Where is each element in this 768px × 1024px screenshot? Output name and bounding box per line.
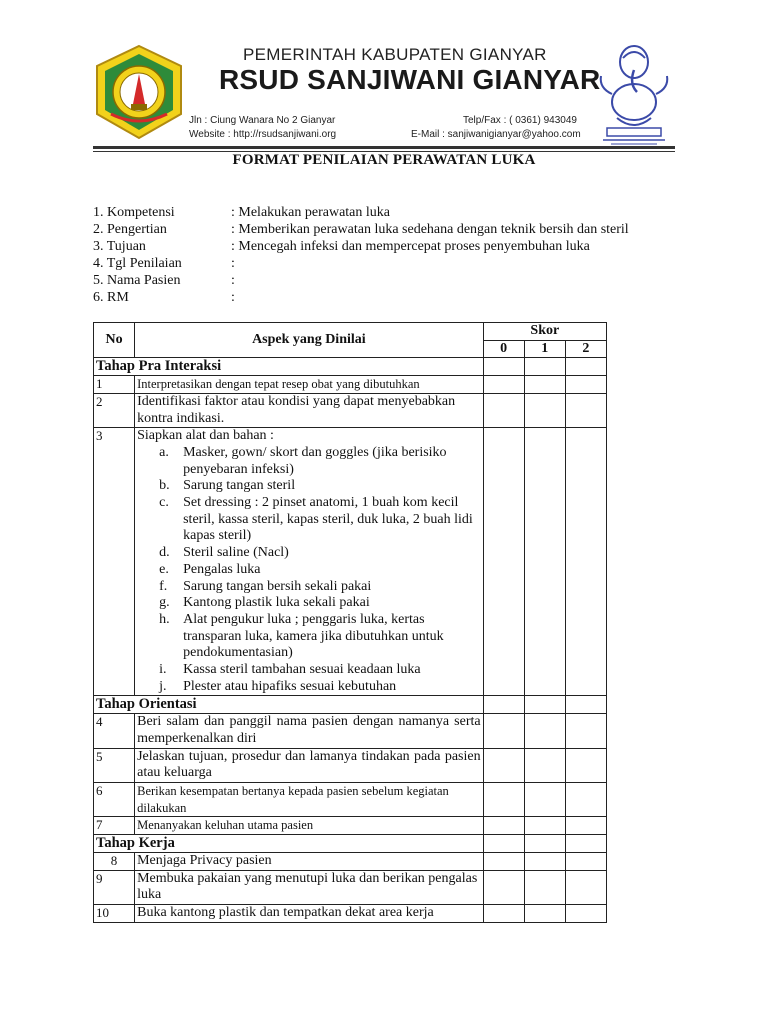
score-cell-1[interactable] — [524, 428, 565, 696]
section-row-orientasi — [94, 696, 607, 714]
score-cell-1[interactable] — [524, 358, 565, 376]
score-cell-1[interactable] — [524, 904, 565, 922]
hospital-name: RSUD SANJIWANI GIANYAR — [219, 64, 601, 95]
row-number: 8 — [94, 852, 135, 870]
info-label: 1. Kompetensi — [93, 205, 175, 220]
section-title: Tahap Pra Interaksi — [94, 358, 484, 376]
list-marker: f. — [159, 578, 168, 594]
row-aspect: Menjaga Privacy pasien — [135, 852, 484, 870]
row-number: 2 — [94, 393, 135, 427]
info-value: : Mencegah infeksi dan mempercepat proses penyembuhan luka — [231, 239, 590, 254]
hospital-email: E-Mail : sanjiwanigianyar@yahoo.com — [411, 129, 581, 140]
header-score-1: 1 — [524, 340, 565, 358]
list-item — [137, 612, 481, 662]
list-item-text: Sarung tangan steril — [183, 478, 296, 494]
hospital-phone: Telp/Fax : ( 0361) 943049 — [463, 115, 577, 126]
list-item-text: Alat pengukur luka ; penggaris luka, kertas transparan luka, kamera jika dibutuhkan untuk pendokumentasian) — [183, 611, 444, 661]
table-row — [94, 714, 607, 748]
table-row — [94, 428, 607, 696]
score-cell-0[interactable] — [483, 748, 524, 782]
score-cell-1[interactable] — [524, 696, 565, 714]
info-label: 4. Tgl Penilaian — [93, 256, 182, 271]
assessment-table — [93, 322, 607, 923]
equipment-list — [137, 445, 481, 696]
list-item-text: Kassa steril tambahan sesuai keadaan luka — [183, 662, 421, 678]
document-title: FORMAT PENILAIAN PERAWATAN LUKA — [232, 152, 536, 168]
row-aspect: Jelaskan tujuan, prosedur dan lamanya tindakan pada pasien atau keluarga — [135, 748, 484, 782]
row-number: 4 — [94, 714, 135, 748]
score-cell-0[interactable] — [483, 696, 524, 714]
hospital-address: Jln : Ciung Wanara No 2 Gianyar — [189, 115, 336, 126]
score-cell-2[interactable] — [565, 817, 606, 835]
table-row — [94, 748, 607, 782]
list-item — [137, 579, 481, 596]
section-row-kerja — [94, 835, 607, 853]
row-aspect: Interpretasikan dengan tepat resep obat yang dibutuhkan — [135, 376, 484, 394]
table-row — [94, 904, 607, 922]
info-label: 5. Nama Pasien — [93, 273, 181, 288]
list-marker: d. — [159, 545, 170, 561]
header-no: No — [94, 323, 135, 358]
list-item — [137, 478, 481, 495]
score-cell-1[interactable] — [524, 376, 565, 394]
score-cell-1[interactable] — [524, 393, 565, 427]
table-row — [94, 817, 607, 835]
score-cell-2[interactable] — [565, 904, 606, 922]
score-cell-2[interactable] — [565, 696, 606, 714]
score-cell-1[interactable] — [524, 748, 565, 782]
score-cell-2[interactable] — [565, 852, 606, 870]
hospital-website: Website : http://rsudsanjiwani.org — [189, 129, 337, 140]
row-aspect: Menanyakan keluhan utama pasien — [135, 817, 484, 835]
row-number: 7 — [94, 817, 135, 835]
list-item — [137, 495, 481, 545]
list-item — [137, 679, 481, 696]
list-marker: a. — [159, 444, 169, 460]
section-title: Tahap Kerja — [94, 835, 484, 853]
info-value: : — [231, 290, 235, 305]
list-marker: h. — [159, 611, 170, 627]
table-row — [94, 393, 607, 427]
score-cell-1[interactable] — [524, 852, 565, 870]
score-cell-2[interactable] — [565, 748, 606, 782]
score-cell-0[interactable] — [483, 835, 524, 853]
info-label: 2. Pengertian — [93, 222, 167, 237]
list-marker: j. — [159, 678, 167, 694]
list-item-text: Plester atau hipafiks sesuai kebutuhan — [183, 678, 397, 694]
letterhead-rule-thick — [93, 146, 675, 149]
list-item-text: Pengalas luka — [183, 561, 261, 577]
score-cell-0[interactable] — [483, 376, 524, 394]
section-title: Tahap Orientasi — [94, 696, 484, 714]
list-item-text: Sarung tangan bersih sekali pakai — [183, 578, 372, 594]
list-item — [137, 545, 481, 562]
score-cell-0[interactable] — [483, 714, 524, 748]
info-value: : — [231, 273, 235, 288]
section-row-pra-interaksi — [94, 358, 607, 376]
header-score-0: 0 — [483, 340, 524, 358]
score-cell-0[interactable] — [483, 393, 524, 427]
list-marker: e. — [159, 561, 169, 577]
list-item-text: Kantong plastik luka sekali pakai — [183, 595, 370, 611]
score-cell-2[interactable] — [565, 714, 606, 748]
table-row — [94, 870, 607, 904]
row-number: 1 — [94, 376, 135, 394]
list-item-text: Masker, gown/ skort dan goggles (jika berisiko penyebaran infeksi) — [183, 444, 447, 477]
info-label: 3. Tujuan — [93, 239, 146, 254]
table-header-row — [94, 323, 607, 341]
row-number: 6 — [94, 782, 135, 816]
list-item — [137, 445, 481, 478]
info-value: : — [231, 256, 235, 271]
score-cell-0[interactable] — [483, 870, 524, 904]
info-value: : Memberikan perawatan luka sedehana dengan teknik bersih dan steril — [231, 222, 629, 237]
row-aspect: Buka kantong plastik dan tempatkan dekat area kerja — [135, 904, 484, 922]
score-cell-0[interactable] — [483, 852, 524, 870]
list-marker: g. — [159, 595, 170, 611]
letterhead — [93, 40, 675, 152]
score-cell-2[interactable] — [565, 428, 606, 696]
row-aspect: Berikan kesempatan bertanya kepada pasien sebelum kegiatan dilakukan — [135, 782, 484, 816]
list-item — [137, 662, 481, 679]
score-cell-1[interactable] — [524, 714, 565, 748]
row-number: 5 — [94, 748, 135, 782]
row-aspect: Beri salam dan panggil nama pasien dengan namanya serta memperkenalkan diri — [135, 714, 484, 748]
list-item-text: Set dressing : 2 pinset anatomi, 1 buah kom kecil steril, kassa steril, kapas steril, duk luka, 2 buah lidi kapas steril) — [183, 495, 473, 544]
list-marker: c. — [159, 495, 169, 511]
row-number: 10 — [94, 904, 135, 922]
score-cell-0[interactable] — [483, 358, 524, 376]
table-row — [94, 852, 607, 870]
government-name: PEMERINTAH KABUPATEN GIANYAR — [243, 45, 547, 64]
score-cell-2[interactable] — [565, 870, 606, 904]
list-marker: b. — [159, 478, 170, 494]
row-number: 9 — [94, 870, 135, 904]
score-cell-1[interactable] — [524, 782, 565, 816]
info-value: : Melakukan perawatan luka — [231, 205, 390, 220]
score-cell-2[interactable] — [565, 835, 606, 853]
score-cell-1[interactable] — [524, 835, 565, 853]
row-aspect-intro: Siapkan alat dan bahan : — [137, 428, 274, 444]
score-cell-2[interactable] — [565, 358, 606, 376]
list-item — [137, 595, 481, 612]
header-score-2: 2 — [565, 340, 606, 358]
score-cell-0[interactable] — [483, 904, 524, 922]
score-cell-0[interactable] — [483, 782, 524, 816]
score-cell-1[interactable] — [524, 870, 565, 904]
score-cell-0[interactable] — [483, 817, 524, 835]
score-cell-0[interactable] — [483, 428, 524, 696]
table-row — [94, 376, 607, 394]
list-item — [137, 562, 481, 579]
list-marker: i. — [159, 662, 167, 678]
header-skor: Skor — [483, 323, 606, 341]
table-row — [94, 782, 607, 816]
row-aspect: Identifikasi faktor atau kondisi yang dapat menyebabkan kontra indikasi. — [135, 393, 484, 427]
list-item-text: Steril saline (Nacl) — [183, 545, 289, 561]
score-cell-2[interactable] — [565, 782, 606, 816]
header-aspek: Aspek yang Dinilai — [135, 323, 484, 358]
row-aspect — [135, 428, 484, 696]
score-cell-2[interactable] — [565, 376, 606, 394]
score-cell-1[interactable] — [524, 817, 565, 835]
score-cell-2[interactable] — [565, 393, 606, 427]
info-label: 6. RM — [93, 290, 129, 305]
row-number: 3 — [94, 428, 135, 696]
row-aspect: Membuka pakaian yang menutupi luka dan berikan pengalas luka — [135, 870, 484, 904]
